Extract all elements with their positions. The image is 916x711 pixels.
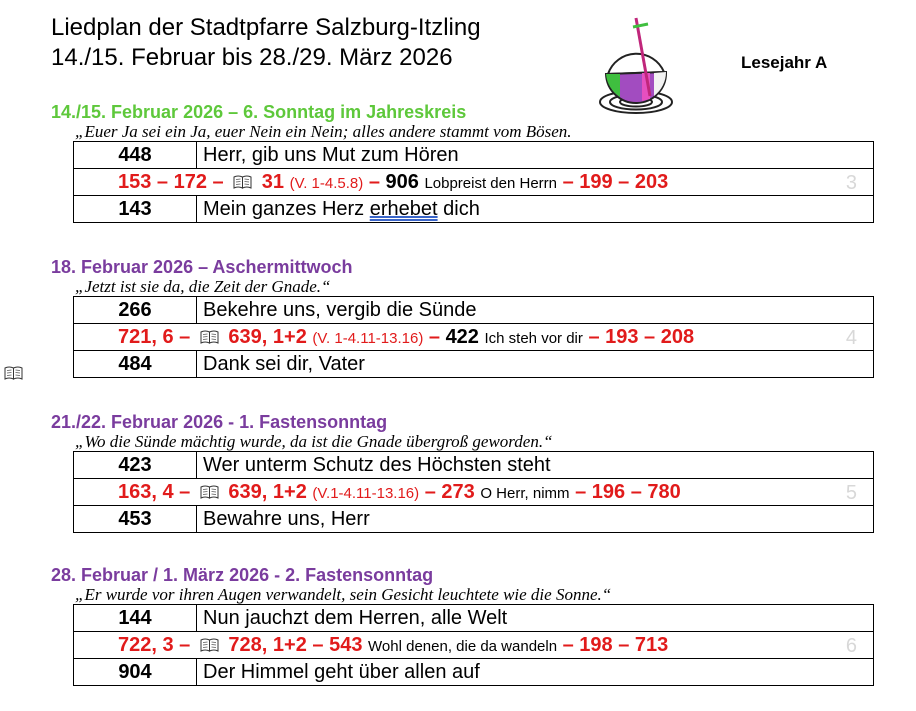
table-row xyxy=(74,142,874,169)
song-numbers-d: – 193 – 208 xyxy=(588,325,695,348)
separator: – xyxy=(428,325,440,348)
song-table xyxy=(73,296,874,378)
song-title-c: Wohl denen, die da wandeln xyxy=(368,637,558,655)
book-icon xyxy=(4,366,23,380)
table-row xyxy=(74,196,874,223)
psalm-number: 728, 1+2 xyxy=(228,633,307,656)
table-row xyxy=(74,169,874,196)
section-feb-14-15 xyxy=(51,101,881,223)
section-title: 14./15. Februar 2026 – 6. Sonntag im Jahreskreis xyxy=(51,102,467,122)
song-numbers-d: – 199 – 203 xyxy=(562,170,669,193)
psalm-verses: (V.1-4.11-13.16) xyxy=(312,484,420,502)
song-title-c: Ich steh vor dir xyxy=(484,329,583,347)
section-quote: „Er wurde vor ihren Augen verwandelt, sein Gesicht leuchtete wie die Sonne.“ xyxy=(75,585,612,604)
section-title: 21./22. Februar 2026 - 1. Fastensonntag xyxy=(51,412,388,432)
song-number: 144 xyxy=(74,605,197,632)
table-row xyxy=(74,324,874,351)
table-row xyxy=(74,479,874,506)
song-numbers-a: 722, 3 – xyxy=(118,633,191,656)
song-sequence xyxy=(74,632,874,659)
song-title-part: Mein ganzes Herz xyxy=(203,197,370,220)
psalm-verses: (V. 1-4.11-13.16) xyxy=(312,329,424,347)
song-table xyxy=(73,141,874,223)
book-icon xyxy=(200,330,219,344)
page-title: Liedplan der Stadtpfarre Salzburg-Itzling xyxy=(51,14,481,41)
song-title-c: Lobpreist den Herrn xyxy=(424,174,558,192)
psalm-number: 639, 1+2 xyxy=(228,480,307,503)
song-table xyxy=(73,451,874,533)
song-title-c: O Herr, nimm xyxy=(480,484,570,502)
psalm-number: 31 xyxy=(261,170,285,193)
song-sequence xyxy=(74,169,874,196)
song-number-c: 422 xyxy=(445,325,479,348)
song-title: Wer unterm Schutz des Höchsten steht xyxy=(197,452,874,479)
book-icon xyxy=(200,485,219,499)
song-number: 904 xyxy=(74,659,197,686)
section-title: 18. Februar 2026 – Aschermittwoch xyxy=(51,257,353,277)
section-feb-21-22 xyxy=(51,411,881,533)
song-title: Nun jauchzt dem Herren, alle Welt xyxy=(197,605,874,632)
page-subtitle-dates: 14./15. Februar bis 28./29. März 2026 xyxy=(51,44,453,71)
song-table xyxy=(73,604,874,686)
song-title: Der Himmel geht über allen auf xyxy=(197,659,874,686)
song-numbers-a: 153 – 172 – xyxy=(118,170,224,193)
section-feb-18 xyxy=(51,256,881,378)
song-title: Dank sei dir, Vater xyxy=(197,351,874,378)
table-row xyxy=(74,605,874,632)
table-row xyxy=(74,351,874,378)
lesejahr-label: Lesejahr A xyxy=(741,53,828,72)
song-number: 453 xyxy=(74,506,197,533)
song-number: 484 xyxy=(74,351,197,378)
psalm-number: 639, 1+2 xyxy=(228,325,307,348)
song-sequence xyxy=(74,324,874,351)
table-row xyxy=(74,452,874,479)
song-numbers-d: – 198 – 713 xyxy=(562,633,669,656)
song-title-part: dich xyxy=(437,197,480,220)
song-title: Bewahre uns, Herr xyxy=(197,506,874,533)
song-title-underlined: erhebet xyxy=(369,197,438,220)
book-icon xyxy=(200,638,219,652)
song-title: Bekehre uns, vergib die Sünde xyxy=(197,297,874,324)
section-feb-28-mar-1 xyxy=(51,564,881,686)
section-quote: „Euer Ja sei ein Ja, euer Nein ein Nein; alles andere stammt vom Bösen. xyxy=(75,122,572,141)
table-row xyxy=(74,297,874,324)
separator: – 543 xyxy=(312,633,363,656)
table-row xyxy=(74,632,874,659)
separator: – 273 xyxy=(424,480,475,503)
separator: – xyxy=(368,170,380,193)
psalm-verses: (V. 1-4.5.8) xyxy=(289,174,364,192)
song-number-c: 906 xyxy=(385,170,419,193)
section-quote: „Jetzt ist sie da, die Zeit der Gnade.“ xyxy=(75,277,331,296)
song-title: Herr, gib uns Mut zum Hören xyxy=(197,142,874,169)
page-marker: 3 xyxy=(845,172,857,194)
song-number: 423 xyxy=(74,452,197,479)
song-number: 143 xyxy=(74,196,197,223)
section-quote: „Wo die Sünde mächtig wurde, da ist die Gnade übergroß geworden.“ xyxy=(75,432,553,451)
song-numbers-d: – 196 – 780 xyxy=(575,480,681,503)
song-number: 266 xyxy=(74,297,197,324)
page-marker: 5 xyxy=(845,482,857,504)
song-sequence xyxy=(74,479,874,506)
page-marker: 4 xyxy=(845,327,857,349)
song-numbers-a: 721, 6 – xyxy=(118,325,191,348)
page-marker: 6 xyxy=(845,635,857,657)
table-row xyxy=(74,659,874,686)
song-number: 448 xyxy=(74,142,197,169)
song-numbers-a: 163, 4 – xyxy=(118,480,191,503)
song-title xyxy=(197,196,874,223)
section-title: 28. Februar / 1. März 2026 - 2. Fastensonntag xyxy=(51,565,434,585)
book-icon xyxy=(233,175,252,189)
table-row xyxy=(74,506,874,533)
